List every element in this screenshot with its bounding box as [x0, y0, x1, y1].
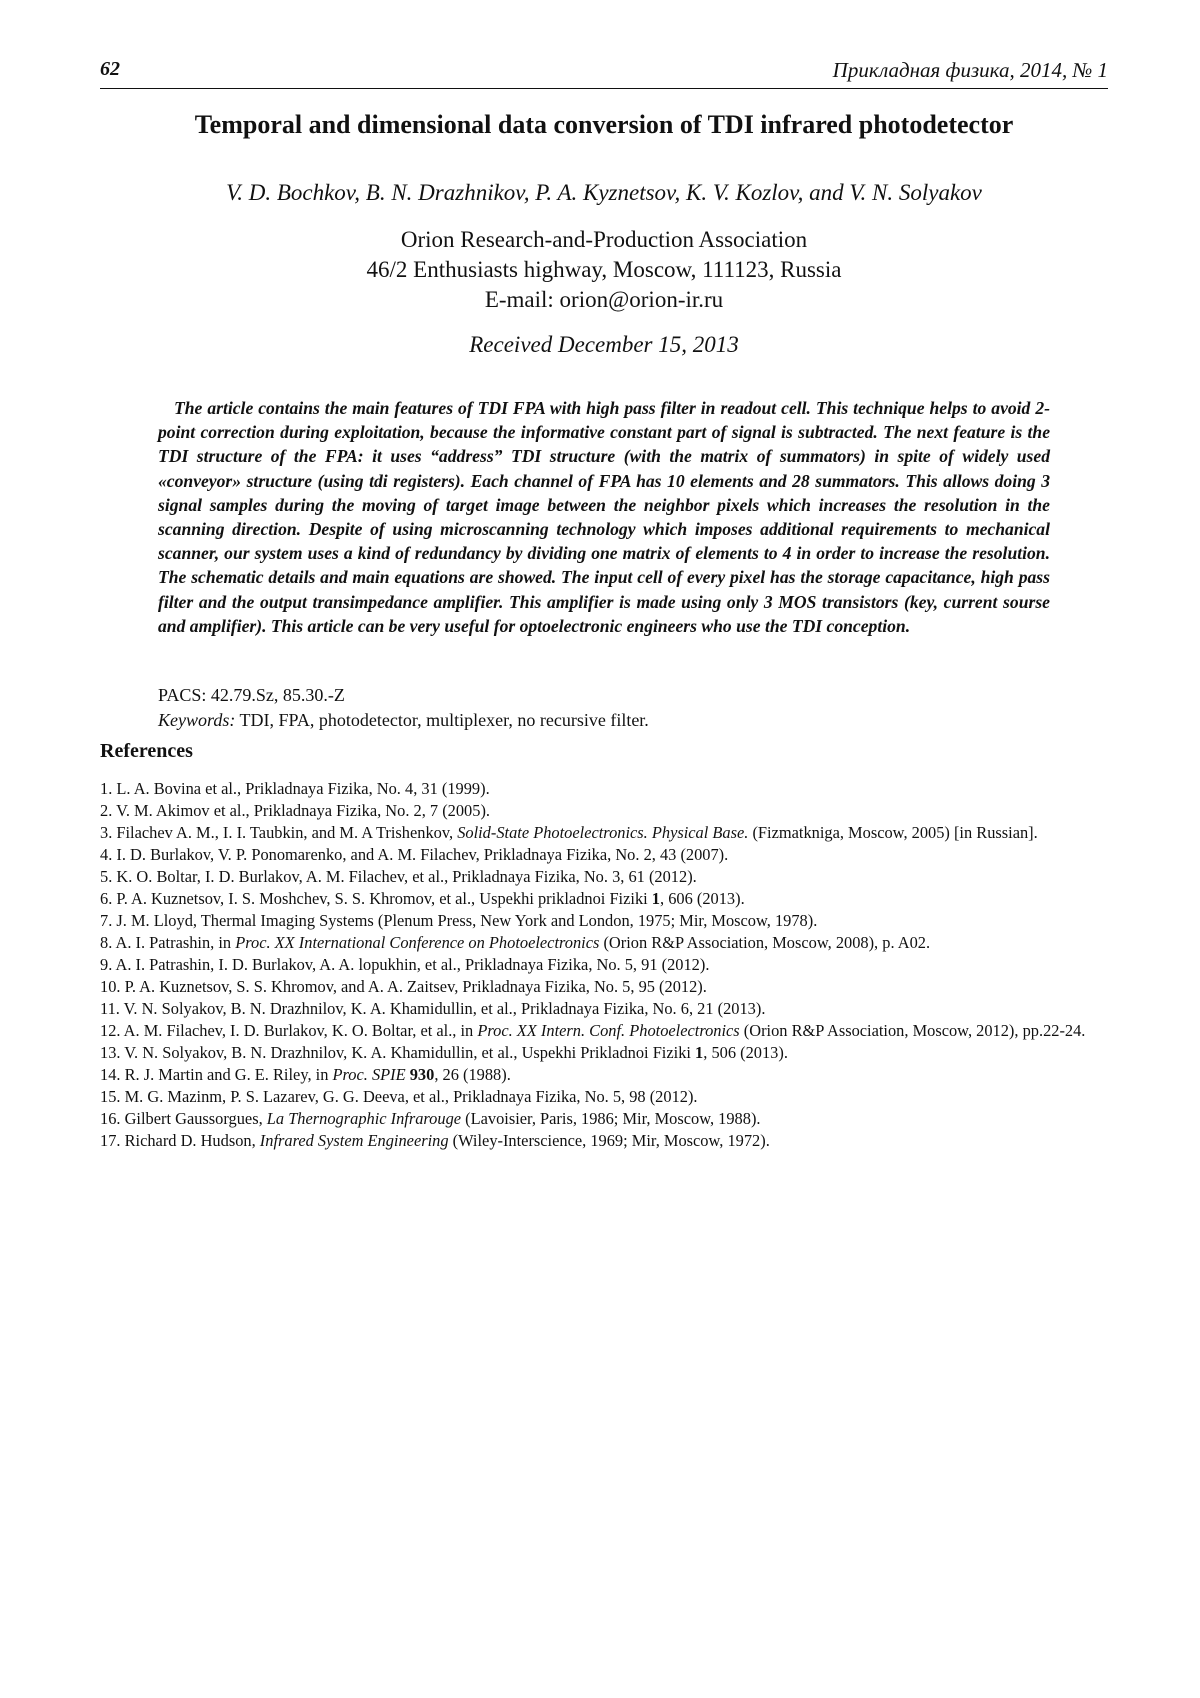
reference-item: 9. A. I. Patrashin, I. D. Burlakov, A. A. lopukhin, et al., Prikladnaya Fizika, No. 5, 91 (2012).	[100, 955, 710, 974]
reference-item: 1. L. A. Bovina et al., Prikladnaya Fizika, No. 4, 31 (1999).	[100, 779, 490, 798]
references-heading: References	[100, 740, 193, 762]
keywords-label: Keywords:	[158, 710, 236, 730]
references-list	[100, 778, 1108, 1152]
reference-item: 13. V. N. Solyakov, B. N. Drazhnilov, K. A. Khamidullin, et al., Uspekhi Prikladnoi Fiziki 1, 506 (2013).	[100, 1043, 788, 1062]
received-date: Received December 15, 2013	[469, 332, 739, 357]
affiliation-address: 46/2 Enthusiasts highway, Moscow, 111123, Russia	[366, 257, 842, 282]
affiliation-org: Orion Research-and-Production Association	[400, 227, 808, 252]
affiliation	[100, 225, 1108, 315]
abstract-text: The article contains the main features of TDI FPA with high pass filter in readout cell. This technique helps to avoid 2-point correction during exploitation, because the informative constant part of signal is subtracted. The next feature is the TDI structure of the FPA: it uses “address” TDI structure (with the matrix of summators) in spite of widely used «conveyor» structure (using tdi registers). Each channel of FPA has 10 elements and 28 summators. This allows doing 3 signal samples during the moving of target image between the neighbor pixels which increases the resolution in the scanning direction. Despite of using microscanning technology which imposes additional requirements to mechanical scanner, our system uses a kind of redundancy by dividing one matrix of elements to 4 in order to increase the resolution. The schematic details and main equations are showed. The input cell of every pixel has the storage capacitance, high pass filter and the output transimpedance amplifier. This amplifier is made using only 3 MOS transistors (key, current sourse and amplifier). This article can be very useful for optoelectronic engineers who use the TDI conception.	[158, 398, 1050, 636]
reference-item: 5. K. O. Boltar, I. D. Burlakov, A. M. Filachev, et al., Prikladnaya Fizika, No. 3, 61 (2012).	[100, 867, 697, 886]
page-header	[100, 54, 1108, 89]
reference-item: 3. Filachev A. M., I. I. Taubkin, and M. A Trishenkov, Solid-State Photoelectronics. Physical Base. (Fizmatkniga, Moscow, 2005) [in Russian].	[100, 823, 1038, 842]
reference-item: 15. M. G. Mazinm, P. S. Lazarev, G. G. Deeva, et al., Prikladnaya Fizika, No. 5, 98 (2012).	[100, 1087, 698, 1106]
reference-item: 11. V. N. Solyakov, B. N. Drazhnilov, K. A. Khamidullin, et al., Prikladnaya Fizika, No. 6, 21 (2013).	[100, 999, 766, 1018]
abstract	[158, 396, 1050, 638]
journal-name: Прикладная физика, 2014, № 1	[832, 58, 1108, 82]
reference-item: 12. A. M. Filachev, I. D. Burlakov, K. O. Boltar, et al., in Proc. XX Intern. Conf. Photoelectronics (Orion R&P Association, Moscow, 2012), pp.22-24.	[100, 1021, 1086, 1040]
reference-item: 8. A. I. Patrashin, in Proc. XX International Conference on Photoelectronics (Orion R&P Association, Moscow, 2008), p. A02.	[100, 933, 931, 952]
keywords-text: TDI, FPA, photodetector, multiplexer, no recursive filter.	[235, 710, 649, 730]
reference-item: 4. I. D. Burlakov, V. P. Ponomarenko, and A. M. Filachev, Prikladnaya Fizika, No. 2, 43 (2007).	[100, 845, 729, 864]
page-number: 62	[100, 58, 120, 80]
authors: V. D. Bochkov, B. N. Drazhnikov, P. A. Kyznetsov, K. V. Kozlov, and V. N. Solyakov	[226, 180, 982, 205]
reference-item: 16. Gilbert Gaussorgues, La Thernographic Infrarouge (Lavoisier, Paris, 1986; Mir, Moscow, 1988).	[100, 1109, 761, 1128]
reference-item: 2. V. M. Akimov et al., Prikladnaya Fizika, No. 2, 7 (2005).	[100, 801, 491, 820]
reference-item: 6. P. A. Kuznetsov, I. S. Moshchev, S. S. Khromov, et al., Uspekhi prikladnoi Fiziki 1, 606 (2013).	[100, 889, 745, 908]
keywords-line	[158, 708, 1058, 733]
affiliation-email: E-mail: orion@orion-ir.ru	[484, 287, 724, 312]
pacs-keywords-block	[158, 683, 1058, 733]
paper-title: Temporal and dimensional data conversion of TDI infrared photodetector	[194, 110, 1014, 139]
pacs-line: PACS: 42.79.Sz, 85.30.-Z	[158, 685, 345, 705]
reference-item: 10. P. A. Kuznetsov, S. S. Khromov, and A. A. Zaitsev, Prikladnaya Fizika, No. 5, 95 (2012).	[100, 977, 707, 996]
reference-item: 7. J. M. Lloyd, Thermal Imaging Systems (Plenum Press, New York and London, 1975; Mir, Moscow, 1978).	[100, 911, 818, 930]
reference-item: 17. Richard D. Hudson, Infrared System Engineering (Wiley-Interscience, 1969; Mir, Moscow, 1972).	[100, 1131, 770, 1150]
reference-item: 14. R. J. Martin and G. E. Riley, in Proc. SPIE 930, 26 (1988).	[100, 1065, 511, 1084]
